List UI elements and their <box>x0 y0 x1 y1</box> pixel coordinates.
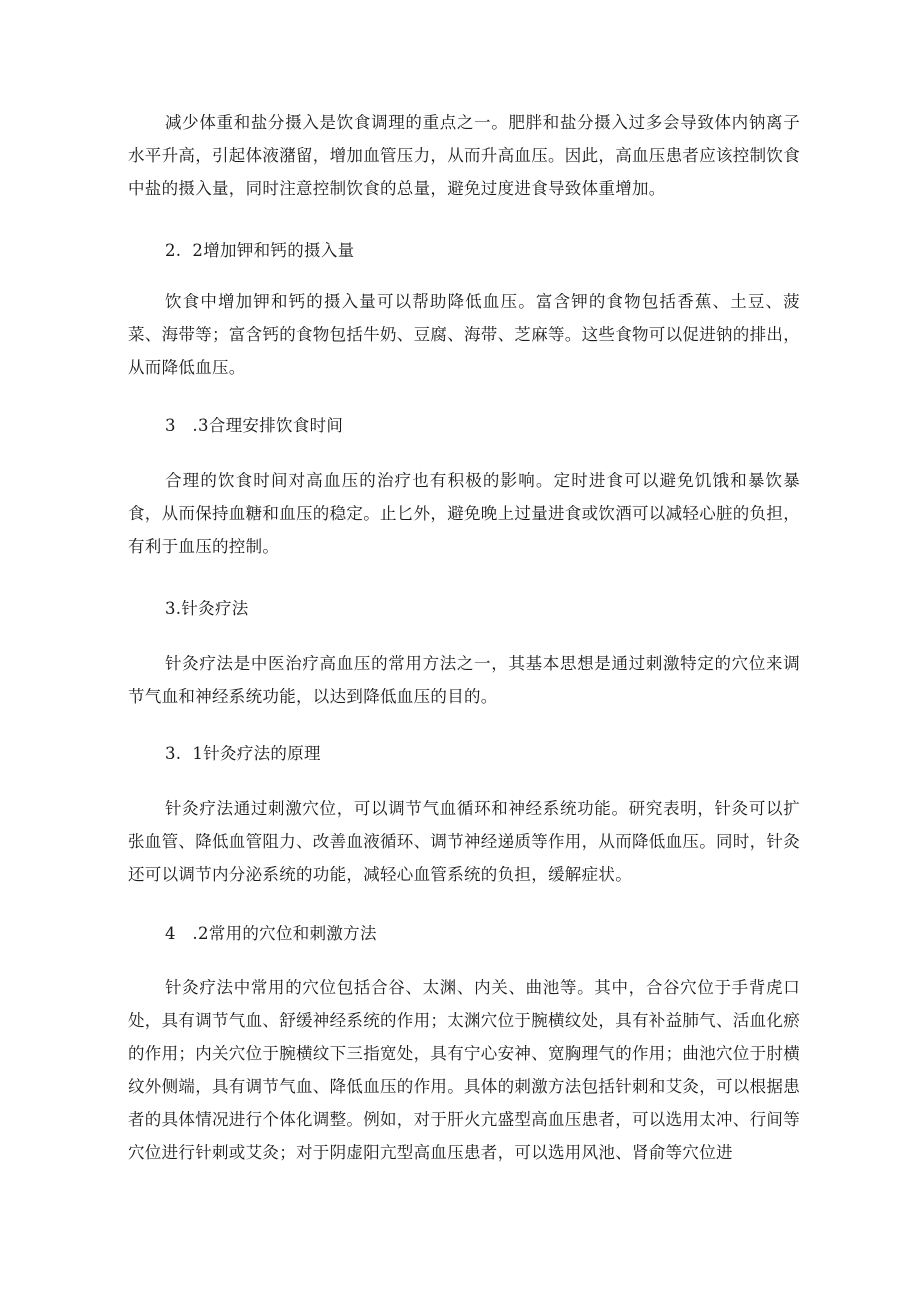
paragraph-acupuncture-intro: 针灸疗法是中医治疗高血压的常用方法之一，其基本思想是通过刺激特定的穴位来调节气血和神经系统功能，以达到降低血压的目的。 <box>128 654 800 706</box>
paragraph-acupuncture-principle: 针灸疗法通过刺激穴位，可以调节气血循环和神经系统功能。研究表明，针灸可以扩张血管、降低血管阻力、改善血液循环、调节神经递质等作用，从而降低血压。同时，针灸还可以调节内分泌系统的功能，减轻心血管系统的负担，缓解症状。 <box>128 799 800 884</box>
paragraph-meal-timing: 合理的饮食时间对高血压的治疗也有积极的影响。定时进食可以避免饥饿和暴饮暴食，从而保持血糖和血压的稳定。止匕外，避免晚上过量进食或饮酒可以减轻心脏的负担，有利于血压的控制。 <box>128 471 800 556</box>
paragraph-potassium-calcium: 饮食中增加钾和钙的摄入量可以帮助降低血压。富含钾的食物包括香蕉、土豆、菠菜、海带等；富含钙的食物包括牛奶、豆腐、海带、芝麻等。这些食物可以促进钠的排出，从而降低血压。 <box>128 292 800 377</box>
heading-3-3-meal-timing: 3 .3合理安排饮食时间 <box>165 416 344 435</box>
heading-4-2-acupoints: 4 .2常用的穴位和刺激方法 <box>165 924 377 943</box>
paragraph-acupoints-methods: 针灸疗法中常用的穴位包括合谷、太渊、内关、曲池等。其中，合谷穴位于手背虎口处，具有调节气血、舒缓神经系统的作用；太渊穴位于腕横纹处，具有补益肺气、活血化瘀的作用；内关穴位于腕横纹下三指宽处，具有宁心安神、宽胸理气的作用；曲池穴位于肘横纹外侧端，具有调节气血、降低血压的作用。具体的刺激方法包括针刺和艾灸，可以根据患者的具体情况进行个体化调整。例如，对于肝火亢盛型高血压患者，可以选用太冲、行间等穴位进行针刺或艾灸；对于阴虚阳亢型高血压患者，可以选用风池、肾俞等穴位进 <box>128 978 800 1162</box>
paragraph-weight-salt: 减少体重和盐分摄入是饮食调理的重点之一。肥胖和盐分摄入过多会导致体内钠离子水平升高，引起体液潴留，增加血管压力，从而升高血压。因此，高血压患者应该控制饮食中盐的摄入量，同时注意控制饮食的总量，避免过度进食导致体重增加。 <box>128 113 800 198</box>
heading-3-1-principle: 3. 1针灸疗法的原理 <box>165 744 321 763</box>
heading-3-acupuncture: 3.针灸疗法 <box>165 599 249 618</box>
heading-2-2-potassium-calcium: 2. 2增加钾和钙的摄入量 <box>165 241 355 260</box>
